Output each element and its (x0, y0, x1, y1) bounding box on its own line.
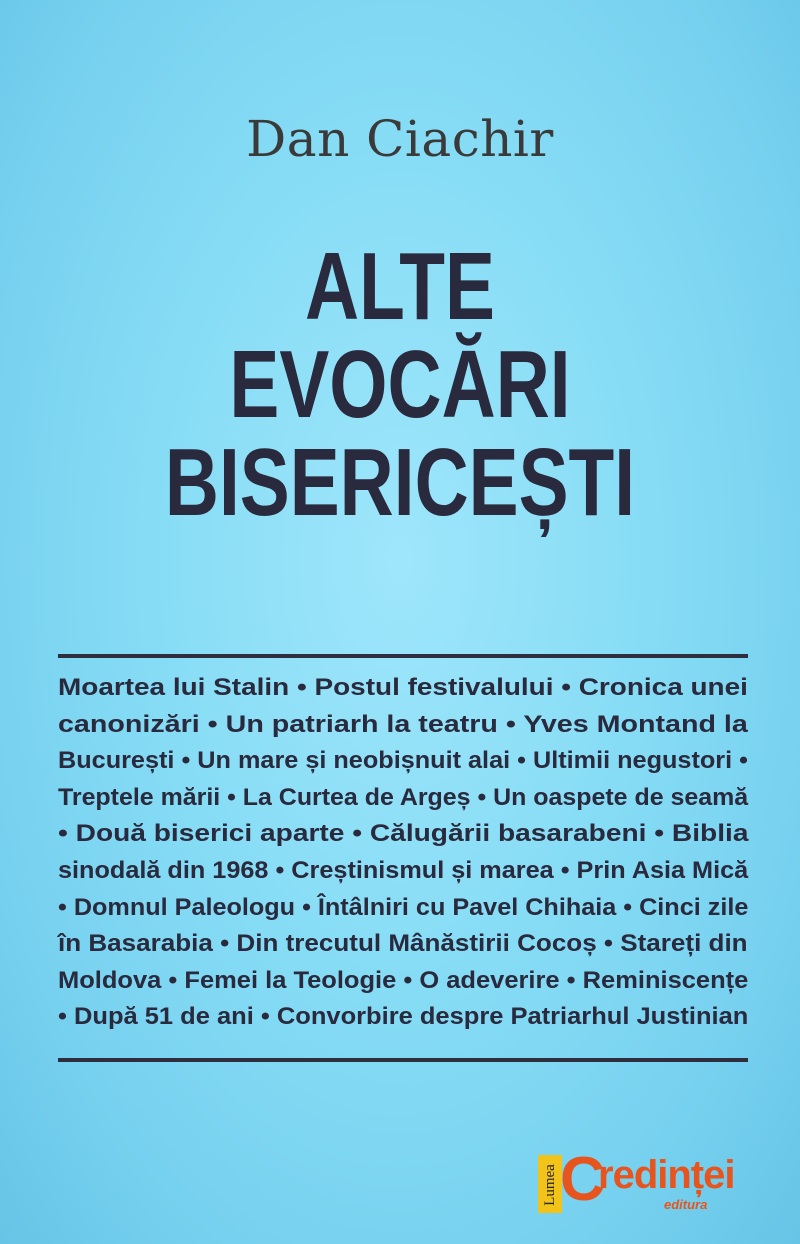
publisher-editura: editura (664, 1197, 708, 1212)
contents-line: Treptele mării • La Curtea de Argeș • Un oaspete de seamă (58, 783, 749, 811)
contents-line: sinodală din 1968 • Creștinismul și marea • Prin Asia Mică (58, 856, 749, 884)
title-line-1: ALTE (305, 233, 495, 340)
contents-line: • Domnul Paleologu • Întâlniri cu Pavel Chihaia • Cinci zile (58, 893, 749, 921)
contents-line: • După 51 de ani • Convorbire despre Patriarhul Justinian (58, 1003, 749, 1031)
contents-line: Moldova • Femei la Teologie • O adeverire • Reminiscențe (58, 966, 749, 994)
book-title (88, 233, 712, 536)
contents-line: • Două biserici aparte • Călugării basarabeni • Biblia (58, 820, 749, 848)
bottom-divider (58, 1058, 748, 1062)
contents-list (58, 670, 748, 1036)
title-line-3: BISERICEȘTI (164, 429, 636, 536)
title-line-2: EVOCĂRI (229, 331, 571, 438)
publisher-initial: C (560, 1145, 605, 1214)
contents-line: București • Un mare și neobișnuit alai • Ultimii negustori • (58, 747, 748, 775)
contents-line: în Basarabia • Din trecutul Mânăstirii Cocoș • Stareți din (58, 930, 748, 958)
top-divider (58, 654, 748, 658)
publisher-lumea-text: Lumea (542, 1164, 558, 1206)
publisher-logo (538, 1145, 758, 1215)
author-name: Dan Ciachir (246, 110, 554, 168)
publisher-name: redinței (598, 1153, 735, 1197)
contents-line: canonizări • Un patriarh la teatru • Yves Montand la (58, 710, 748, 738)
contents-line: Moartea lui Stalin • Postul festivalului • Cronica unei (58, 674, 748, 701)
